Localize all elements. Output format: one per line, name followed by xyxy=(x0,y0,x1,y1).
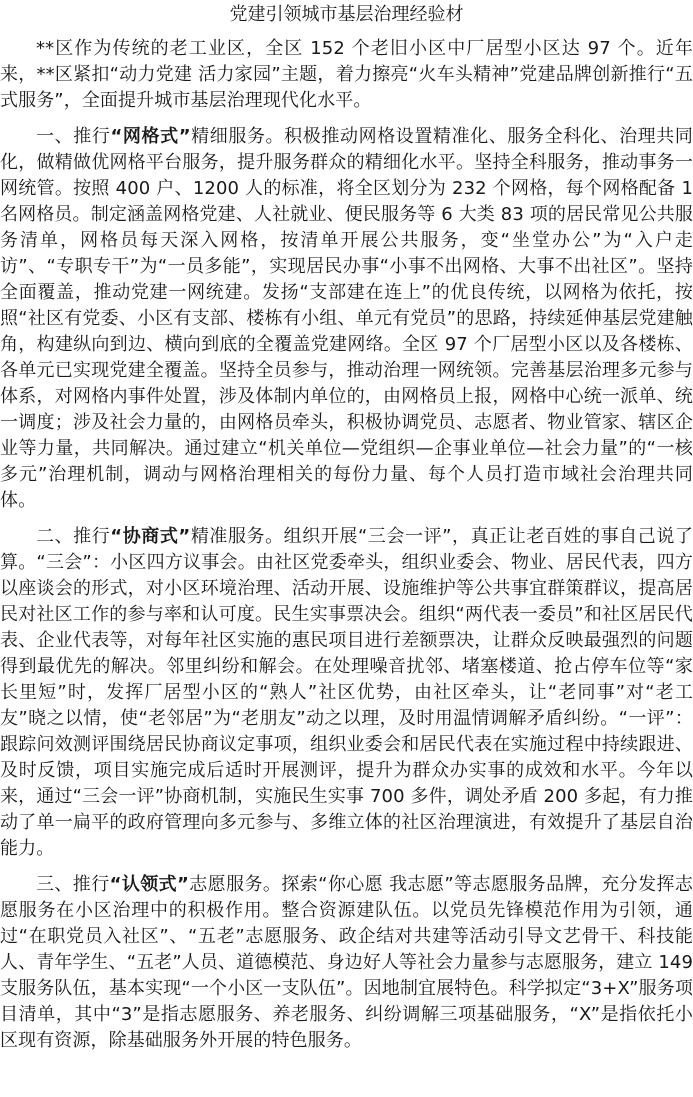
section-2-keyword: “协商式” xyxy=(110,526,191,547)
intro-text: **区作为传统的老工业区，全区 152 个老旧小区中厂居型小区达 97 个。近年来，**区紧扣“动力党建 活力家园”主题，着力擦亮“火车头精神”党建品牌创新推行“五式服务”，全面提升城市基层治理现代化水平。 xyxy=(0,38,693,111)
section-1-text: 精细服务。积极推动网格设置精准化、服务全科化、治理共同化，做精做优网格平台服务，提升服务群众的精细化水平。坚持全科服务，推动事务一网统管。按照 400 户、1200 人的标准，将全区划分为 232 个网格，每个网格配备 1 名网格员。制定涵盖网格党建、人社就业、便民服务等 6 大类 83 项的居民常见公共服务清单，网格员每天深入网格，按清单开展公共服务，变“坐堂办公”为“入户走访”、“专职专干”为“一员多能”，实现居民办事“小事不出网格、大事不出社区”。坚持全面覆盖，推动党建一网统建。发扬“支部建在连上”的优良传统，以网格为依托，按照“社区有党委、小区有支部、楼栋有小组、单元有党员”的思路，持续延伸基层党建触角，构建纵向到边、横向到底的全覆盖党建网络。全区 97 个厂居型小区以及各楼栋、各单元已实现党建全覆盖。坚持全员参与，推动治理一网统领。完善基层治理多元参与体系，对网格内事件处置，涉及体制内单位的，由网格员上报，网格中心统一派单、统一调度；涉及社会力量的，由网格员牵头，积极协调党员、志愿者、物业管家、辖区企业等力量，共同解决。通过建立“机关单位—党组织—企事业单位—社会力量”的“一核多元”治理机制，调动与网格治理相关的每份力量、每个人员打造市域社会治理共同体。 xyxy=(0,126,693,511)
section-1-lead: 一、推行 xyxy=(36,126,111,147)
section-2-text: 精准服务。组织开展“三会一评”，真正让老百姓的事自己说了算。“三会”：小区四方议事会。由社区党委牵头，组织业委会、物业、居民代表，四方以座谈会的形式，对小区环境治理、活动开展、设施维护等公共事宜群策群议，提高居民对社区工作的参与率和认可度。民生实事票决会。组织“两代表一委员”和社区居民代表、企业代表等，对每年社区实施的惠民项目进行差额票决，让群众反映最强烈的问题得到最优先的解决。邻里纠纷和解会。在处理噪音扰邻、堵塞楼道、抢占停车位等“家长里短”时，发挥厂居型小区的“熟人”社区优势，由社区牵头，让“老同事”对“老工友”晓之以情，使“老邻居”为“老朋友”动之以理，及时用温情调解矛盾纠纷。“一评”：跟踪问效测评围绕居民协商议定事项，组织业委会和居民代表在实施过程中持续跟进、及时反馈，项目实施完成后适时开展测评，提升为群众办实事的成效和水平。今年以来，通过“三会一评”协商机制，实施民生实事 700 多件，调处矛盾 200 多起，有力推动了单一扁平的政府管理向多元参与、多维立体的社区治理演进，有效提升了基层自治能力。 xyxy=(0,526,693,859)
section-3-lead: 三、推行 xyxy=(36,874,110,895)
section-1-paragraph xyxy=(0,124,693,514)
section-3-paragraph xyxy=(0,872,693,1054)
section-2-paragraph xyxy=(0,524,693,862)
intro-paragraph xyxy=(0,36,693,114)
section-3-text: 志愿服务。探索“你心愿 我志愿”等志愿服务品牌，充分发挥志愿服务在小区治理中的积极作用。整合资源建队伍。以党员先锋模范作用为引领，通过“在职党员入社区”、“五老”志愿服务、政企结对共建等活动引导文艺骨干、科技能人、青年学生、“五老”人员、道德模范、身边好人等社会力量参与志愿服务，建立 149 支服务队伍，基本实现“一个小区一支队伍”。因地制宜展特色。科学拟定“3+X”服务项目清单，其中“3”是指志愿服务、养老服务、纠纷调解三项基础服务，“X”是指依托小区现有资源，除基础服务外开展的特色服务。 xyxy=(0,874,693,1051)
section-3-keyword: “认领式” xyxy=(109,874,189,895)
section-2-lead: 二、推行 xyxy=(36,526,111,547)
document-title: 党建引领城市基层治理经验材 xyxy=(229,4,464,25)
section-1-keyword: “网格式” xyxy=(110,126,191,147)
